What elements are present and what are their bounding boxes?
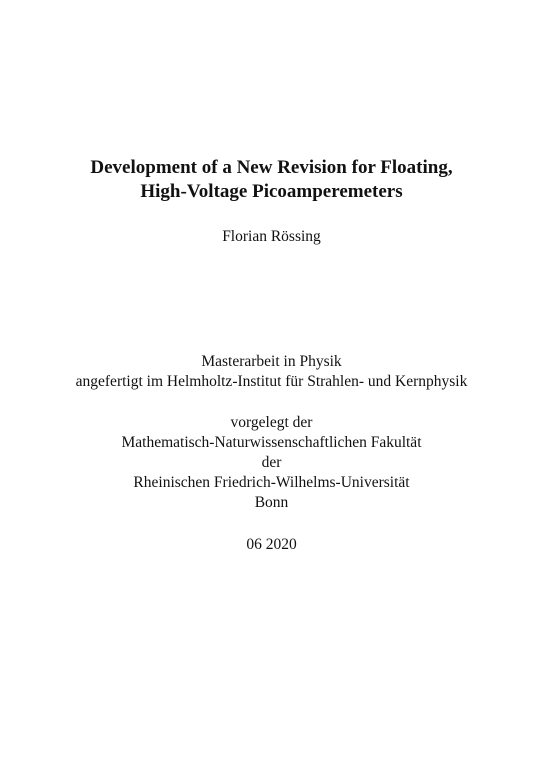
thesis-title-line-2: High-Voltage Picoamperemeters bbox=[140, 181, 403, 202]
submission-of: der bbox=[261, 454, 282, 471]
thesis-title-line-1: Development of a New Revision for Floating, bbox=[90, 157, 453, 178]
submission-intro: vorgelegt der bbox=[230, 414, 313, 431]
city: Bonn bbox=[254, 494, 289, 511]
institute: angefertigt im Helmholtz-Institut für Strahlen- und Kernphysik bbox=[75, 373, 468, 390]
university: Rheinischen Friedrich-Wilhelms-Universität bbox=[133, 474, 410, 491]
faculty: Mathematisch-Naturwissenschaftlichen Fakultät bbox=[121, 434, 422, 451]
submission-date: 06 2020 bbox=[246, 536, 297, 553]
thesis-type: Masterarbeit in Physik bbox=[201, 353, 342, 370]
author-name: Florian Rössing bbox=[222, 228, 321, 245]
